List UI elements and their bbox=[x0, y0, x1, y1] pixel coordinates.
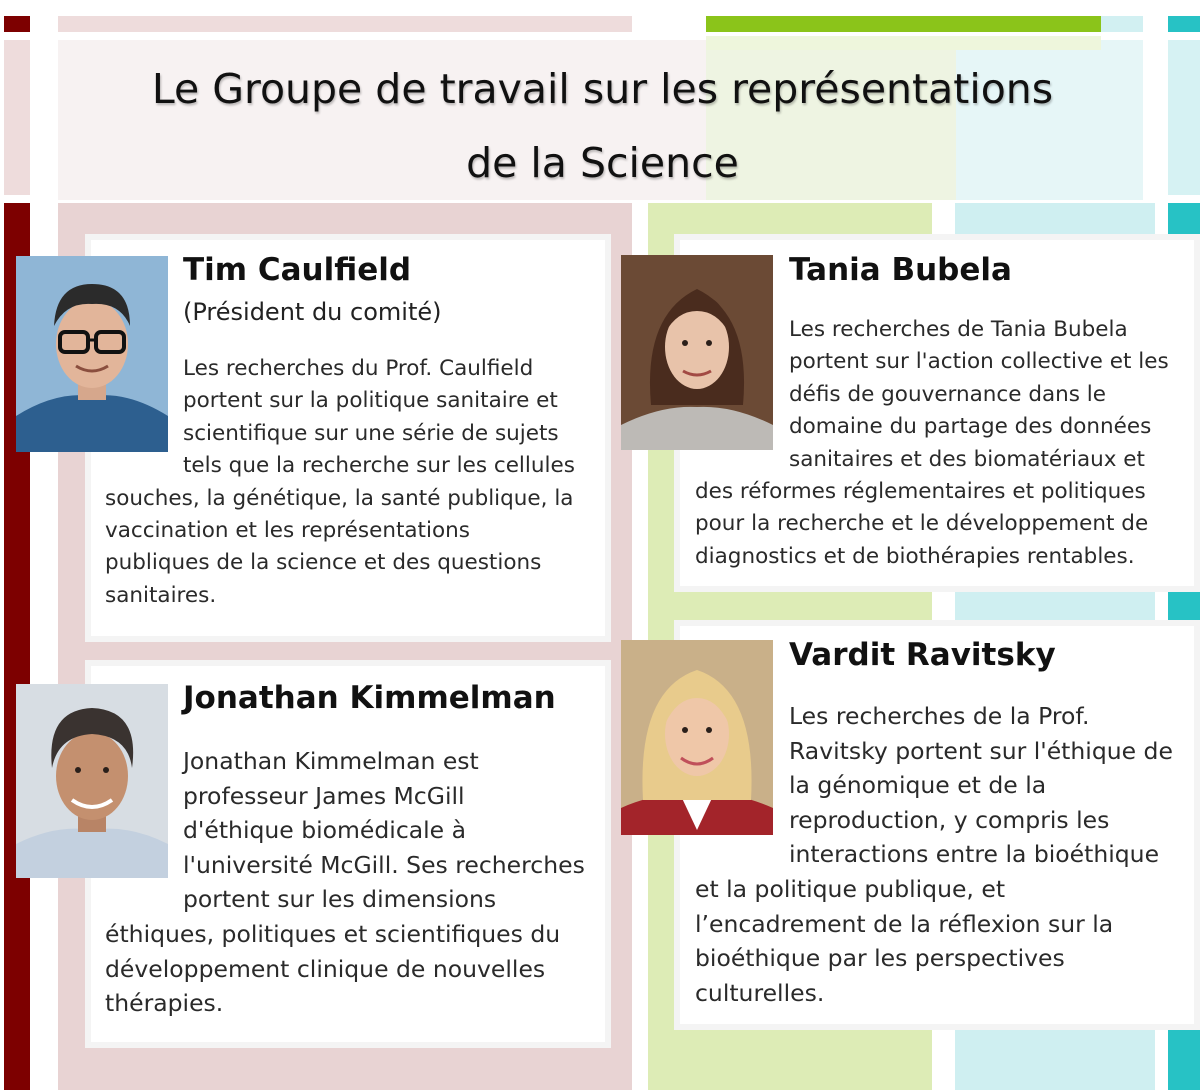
accent-block-pink bbox=[4, 40, 30, 195]
bio-line: diagnostics et de biothérapies rentables. bbox=[695, 543, 1135, 569]
accent-block-red bbox=[4, 16, 30, 32]
bio-line: domaine du partage des données bbox=[789, 414, 1152, 440]
bio-line: culturelles. bbox=[695, 978, 825, 1007]
bio-line: portent sur la politique sanitaire et bbox=[183, 388, 558, 414]
bio-line: des réformes réglementaires et politiques bbox=[695, 479, 1146, 505]
member-bio bbox=[105, 353, 575, 612]
title-line-1: Le Groupe de travail sur les représentations bbox=[151, 65, 1054, 113]
bio-line: Jonathan Kimmelman est bbox=[183, 747, 479, 775]
bio-line: professeur James McGill bbox=[183, 781, 465, 810]
bio-line: tels que la recherche sur les cellules bbox=[183, 453, 575, 479]
accent-stripe-light-green bbox=[706, 36, 1101, 50]
bio-line: Les recherches de Tania Bubela bbox=[789, 317, 1128, 342]
bio-line: d'éthique biomédicale à bbox=[183, 816, 467, 845]
bio-line: Ravitsky portent sur l'éthique de bbox=[789, 736, 1173, 765]
member-name: Tim Caulfield bbox=[183, 252, 412, 288]
bio-line: l’encadrement de la réflexion sur la bbox=[695, 909, 1114, 938]
bio-line: la génomique et de la bbox=[789, 771, 1047, 800]
bio-line: interactions entre la bioéthique bbox=[789, 840, 1160, 869]
bio-line: Les recherches de la Prof. bbox=[789, 702, 1090, 730]
accent-block-teal-pale bbox=[1168, 40, 1200, 195]
bio-line: sanitaires et des biomatériaux et bbox=[789, 446, 1145, 472]
bio-line: thérapies. bbox=[105, 989, 224, 1018]
bio-line: Les recherches du Prof. Caulfield bbox=[183, 356, 534, 381]
member-name: Vardit Ravitsky bbox=[789, 637, 1056, 673]
bio-line: défis de gouvernance dans le bbox=[789, 381, 1106, 407]
accent-block-teal bbox=[1168, 16, 1200, 32]
accent-stripe-pink bbox=[58, 16, 632, 32]
accent-stripe-cyan bbox=[1101, 16, 1143, 32]
bio-line: éthiques, politiques et scientifiques du bbox=[105, 919, 561, 948]
bio-line: portent sur les dimensions bbox=[183, 885, 497, 914]
bio-line: l'université McGill. Ses recherches bbox=[183, 850, 585, 879]
member-bio bbox=[695, 314, 1169, 573]
bio-line: sanitaires. bbox=[105, 582, 217, 608]
member-name: Tania Bubela bbox=[789, 252, 1012, 288]
bio-line: et la politique publique, et bbox=[695, 874, 1006, 903]
bio-line: reproduction, y compris les bbox=[789, 805, 1110, 834]
bio-line: scientifique sur une série de sujets bbox=[183, 420, 559, 446]
member-name: Jonathan Kimmelman bbox=[183, 680, 556, 716]
member-bio bbox=[695, 699, 1173, 1010]
bio-line: portent sur l'action collective et les bbox=[789, 349, 1169, 375]
bio-line: souches, la génétique, la santé publique, la bbox=[105, 485, 574, 511]
bio-line: publiques de la science et des questions bbox=[105, 550, 542, 576]
bio-line: pour la recherche et le développement de bbox=[695, 511, 1149, 537]
bio-line: bioéthique par les perspectives bbox=[695, 944, 1065, 973]
bio-line: vaccination et les représentations bbox=[105, 518, 470, 544]
member-role: (Président du comité) bbox=[183, 298, 442, 326]
page-title bbox=[60, 52, 1145, 200]
title-line-2: de la Science bbox=[466, 139, 739, 187]
accent-stripe-green bbox=[706, 16, 1101, 32]
member-bio bbox=[105, 744, 585, 1021]
bio-line: développement clinique de nouvelles bbox=[105, 954, 546, 983]
